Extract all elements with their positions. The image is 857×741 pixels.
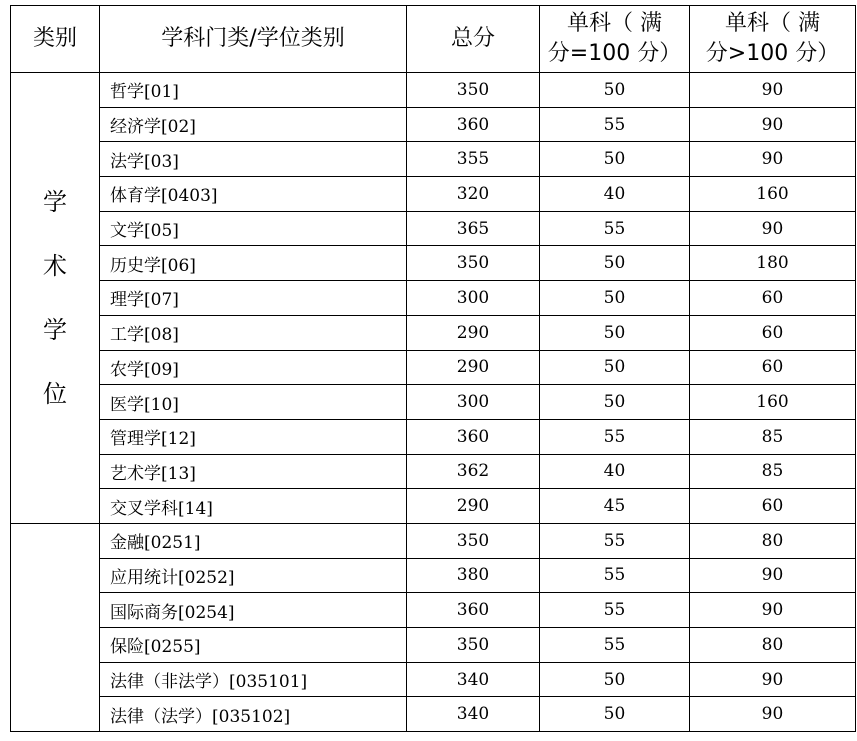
total-score-cell: 360 bbox=[407, 419, 540, 454]
total-score-cell: 350 bbox=[407, 523, 540, 558]
table-row bbox=[11, 142, 856, 177]
table-row bbox=[11, 593, 856, 628]
table-row bbox=[11, 281, 856, 316]
discipline-cell: 保险[0255] bbox=[100, 628, 407, 663]
discipline-cell: 艺术学[13] bbox=[100, 454, 407, 489]
single-over100-score-cell: 80 bbox=[690, 628, 856, 663]
single-100-score-cell: 50 bbox=[540, 697, 690, 732]
header-single-100-line2: 分=100 分） bbox=[547, 41, 682, 66]
discipline-cell: 文学[05] bbox=[100, 211, 407, 246]
single-over100-score-cell: 90 bbox=[690, 558, 856, 593]
category-label-char: 学 bbox=[43, 315, 67, 344]
discipline-cell: 国际商务[0254] bbox=[100, 593, 407, 628]
single-100-score-cell: 40 bbox=[540, 177, 690, 212]
header-single-100-line1: 单科（ 满 bbox=[567, 11, 662, 36]
total-score-cell: 320 bbox=[407, 177, 540, 212]
single-100-score-cell: 50 bbox=[540, 142, 690, 177]
table-row bbox=[11, 107, 856, 142]
single-100-score-cell: 55 bbox=[540, 419, 690, 454]
category-label-char: 术 bbox=[43, 251, 67, 280]
table-row bbox=[11, 315, 856, 350]
single-100-score-cell: 55 bbox=[540, 593, 690, 628]
header-single-100 bbox=[540, 6, 690, 73]
table-row bbox=[11, 350, 856, 385]
total-score-cell: 362 bbox=[407, 454, 540, 489]
single-100-score-cell: 50 bbox=[540, 385, 690, 420]
single-over100-score-cell: 180 bbox=[690, 246, 856, 281]
table-row bbox=[11, 558, 856, 593]
single-100-score-cell: 40 bbox=[540, 454, 690, 489]
discipline-cell: 医学[10] bbox=[100, 385, 407, 420]
professional-category-cell bbox=[11, 523, 100, 731]
total-score-cell: 360 bbox=[407, 593, 540, 628]
table-row bbox=[11, 523, 856, 558]
single-100-score-cell: 50 bbox=[540, 73, 690, 108]
single-over100-score-cell: 160 bbox=[690, 177, 856, 212]
single-100-score-cell: 50 bbox=[540, 350, 690, 385]
discipline-cell: 金融[0251] bbox=[100, 523, 407, 558]
single-100-score-cell: 55 bbox=[540, 211, 690, 246]
total-score-cell: 360 bbox=[407, 107, 540, 142]
table-row bbox=[11, 454, 856, 489]
single-over100-score-cell: 60 bbox=[690, 489, 856, 524]
academic-section bbox=[11, 73, 856, 524]
single-100-score-cell: 55 bbox=[540, 523, 690, 558]
discipline-cell: 管理学[12] bbox=[100, 419, 407, 454]
total-score-cell: 300 bbox=[407, 281, 540, 316]
category-label-char: 学 bbox=[43, 187, 67, 216]
single-100-score-cell: 45 bbox=[540, 489, 690, 524]
professional-section bbox=[11, 523, 856, 731]
single-100-score-cell: 50 bbox=[540, 246, 690, 281]
header-total: 总分 bbox=[407, 6, 540, 73]
total-score-cell: 350 bbox=[407, 246, 540, 281]
total-score-cell: 340 bbox=[407, 697, 540, 732]
single-over100-score-cell: 85 bbox=[690, 454, 856, 489]
discipline-cell: 体育学[0403] bbox=[100, 177, 407, 212]
single-100-score-cell: 55 bbox=[540, 628, 690, 663]
header-row bbox=[11, 6, 856, 73]
total-score-cell: 365 bbox=[407, 211, 540, 246]
table-row bbox=[11, 211, 856, 246]
total-score-cell: 290 bbox=[407, 350, 540, 385]
single-over100-score-cell: 90 bbox=[690, 211, 856, 246]
total-score-cell: 380 bbox=[407, 558, 540, 593]
single-100-score-cell: 50 bbox=[540, 662, 690, 697]
total-score-cell: 290 bbox=[407, 489, 540, 524]
discipline-cell: 法律（非法学）[035101] bbox=[100, 662, 407, 697]
total-score-cell: 350 bbox=[407, 73, 540, 108]
single-100-score-cell: 55 bbox=[540, 107, 690, 142]
single-over100-score-cell: 60 bbox=[690, 315, 856, 350]
category-label-char: 位 bbox=[43, 379, 67, 408]
header-discipline: 学科门类/学位类别 bbox=[100, 6, 407, 73]
single-over100-score-cell: 80 bbox=[690, 523, 856, 558]
table-row bbox=[11, 246, 856, 281]
discipline-cell: 交叉学科[14] bbox=[100, 489, 407, 524]
single-over100-score-cell: 160 bbox=[690, 385, 856, 420]
single-over100-score-cell: 90 bbox=[690, 697, 856, 732]
single-100-score-cell: 50 bbox=[540, 315, 690, 350]
discipline-cell: 农学[09] bbox=[100, 350, 407, 385]
single-over100-score-cell: 90 bbox=[690, 142, 856, 177]
single-100-score-cell: 50 bbox=[540, 281, 690, 316]
discipline-cell: 经济学[02] bbox=[100, 107, 407, 142]
header-single-over100 bbox=[690, 6, 856, 73]
table-row bbox=[11, 385, 856, 420]
total-score-cell: 340 bbox=[407, 662, 540, 697]
table-row bbox=[11, 628, 856, 663]
single-over100-score-cell: 85 bbox=[690, 419, 856, 454]
discipline-cell: 法律（法学）[035102] bbox=[100, 697, 407, 732]
score-table bbox=[10, 5, 856, 732]
academic-category-cell bbox=[11, 73, 100, 524]
discipline-cell: 理学[07] bbox=[100, 281, 407, 316]
header-category: 类别 bbox=[11, 6, 100, 73]
single-over100-score-cell: 60 bbox=[690, 350, 856, 385]
single-over100-score-cell: 90 bbox=[690, 107, 856, 142]
discipline-cell: 工学[08] bbox=[100, 315, 407, 350]
discipline-cell: 法学[03] bbox=[100, 142, 407, 177]
table-row bbox=[11, 489, 856, 524]
table-row bbox=[11, 697, 856, 732]
discipline-cell: 历史学[06] bbox=[100, 246, 407, 281]
score-table-container bbox=[10, 5, 856, 732]
table-row bbox=[11, 73, 856, 108]
total-score-cell: 290 bbox=[407, 315, 540, 350]
single-100-score-cell: 55 bbox=[540, 558, 690, 593]
header-single-over100-line1: 单科（ 满 bbox=[725, 11, 820, 36]
single-over100-score-cell: 90 bbox=[690, 73, 856, 108]
total-score-cell: 350 bbox=[407, 628, 540, 663]
total-score-cell: 300 bbox=[407, 385, 540, 420]
single-over100-score-cell: 90 bbox=[690, 662, 856, 697]
discipline-cell: 应用统计[0252] bbox=[100, 558, 407, 593]
table-row bbox=[11, 662, 856, 697]
single-over100-score-cell: 60 bbox=[690, 281, 856, 316]
total-score-cell: 355 bbox=[407, 142, 540, 177]
discipline-cell: 哲学[01] bbox=[100, 73, 407, 108]
table-row bbox=[11, 419, 856, 454]
header-single-over100-line2: 分>100 分） bbox=[705, 41, 840, 66]
single-over100-score-cell: 90 bbox=[690, 593, 856, 628]
table-row bbox=[11, 177, 856, 212]
